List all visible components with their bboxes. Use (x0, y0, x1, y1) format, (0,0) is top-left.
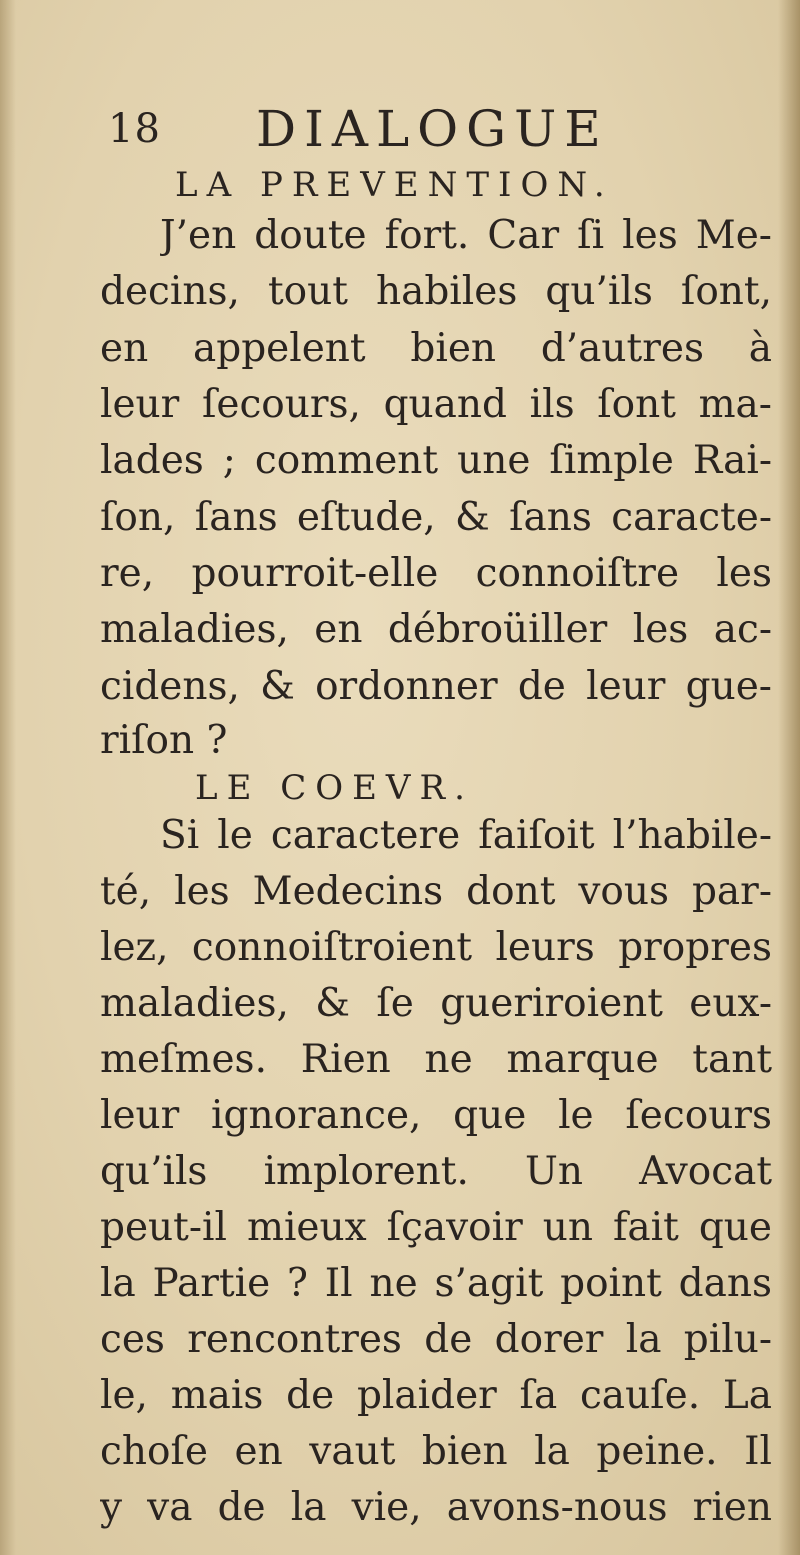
page-edge-right (778, 0, 800, 1555)
text-line: té, les Medecins dont vous par- (100, 869, 772, 914)
running-head (108, 100, 668, 160)
text-line: decins, tout habiles qu’ils ſont, (100, 269, 772, 314)
text-line: qu’ils implorent. Un Avocat (100, 1149, 772, 1194)
page-number: 18 (108, 106, 161, 152)
page-edge-left (0, 0, 16, 1555)
speaker-heading-prevention: LA PREVENTION. (175, 165, 614, 205)
text-line: riſon ? (100, 718, 228, 763)
text-line: la Partie ? Il ne s’agit point dans (100, 1261, 772, 1306)
text-line: ces rencontres de dorer la pilu- (100, 1317, 772, 1362)
text-line: lades ; comment une ſimple Rai- (100, 438, 772, 483)
text-line: lez, connoiſtroient leurs propres (100, 925, 772, 970)
text-line: le, mais de plaider ſa cauſe. La (100, 1373, 772, 1418)
text-line: leur ſecours, quand ils ſont ma- (100, 382, 772, 427)
text-line: maladies, & ſe gueriroient eux- (100, 981, 772, 1026)
text-line: J’en doute fort. Car ſi les Me- (160, 213, 772, 258)
text-line: leur ignorance, que le ſecours (100, 1093, 772, 1138)
text-line: meſmes. Rien ne marque tant (100, 1037, 772, 1082)
running-title: DIALOGUE (256, 100, 609, 158)
text-line: Si le caractere faiſoit l’habile- (160, 813, 772, 858)
text-line: cidens, & ordonner de leur gue- (100, 664, 772, 709)
text-line: peut-il mieux ſçavoir un fait que (100, 1205, 772, 1250)
text-line: ſon, ſans eſtude, & ſans caracte- (100, 495, 772, 540)
text-line: y va de la vie, avons-nous rien (100, 1485, 772, 1530)
text-line: choſe en vaut bien la peine. Il (100, 1429, 772, 1474)
text-line: re, pourroit-elle connoiſtre les (100, 551, 772, 596)
speaker-heading-coeur: LE COEVR. (195, 768, 474, 808)
text-line: en appelent bien d’autres à (100, 326, 772, 371)
text-line: maladies, en débroüiller les ac- (100, 607, 772, 652)
